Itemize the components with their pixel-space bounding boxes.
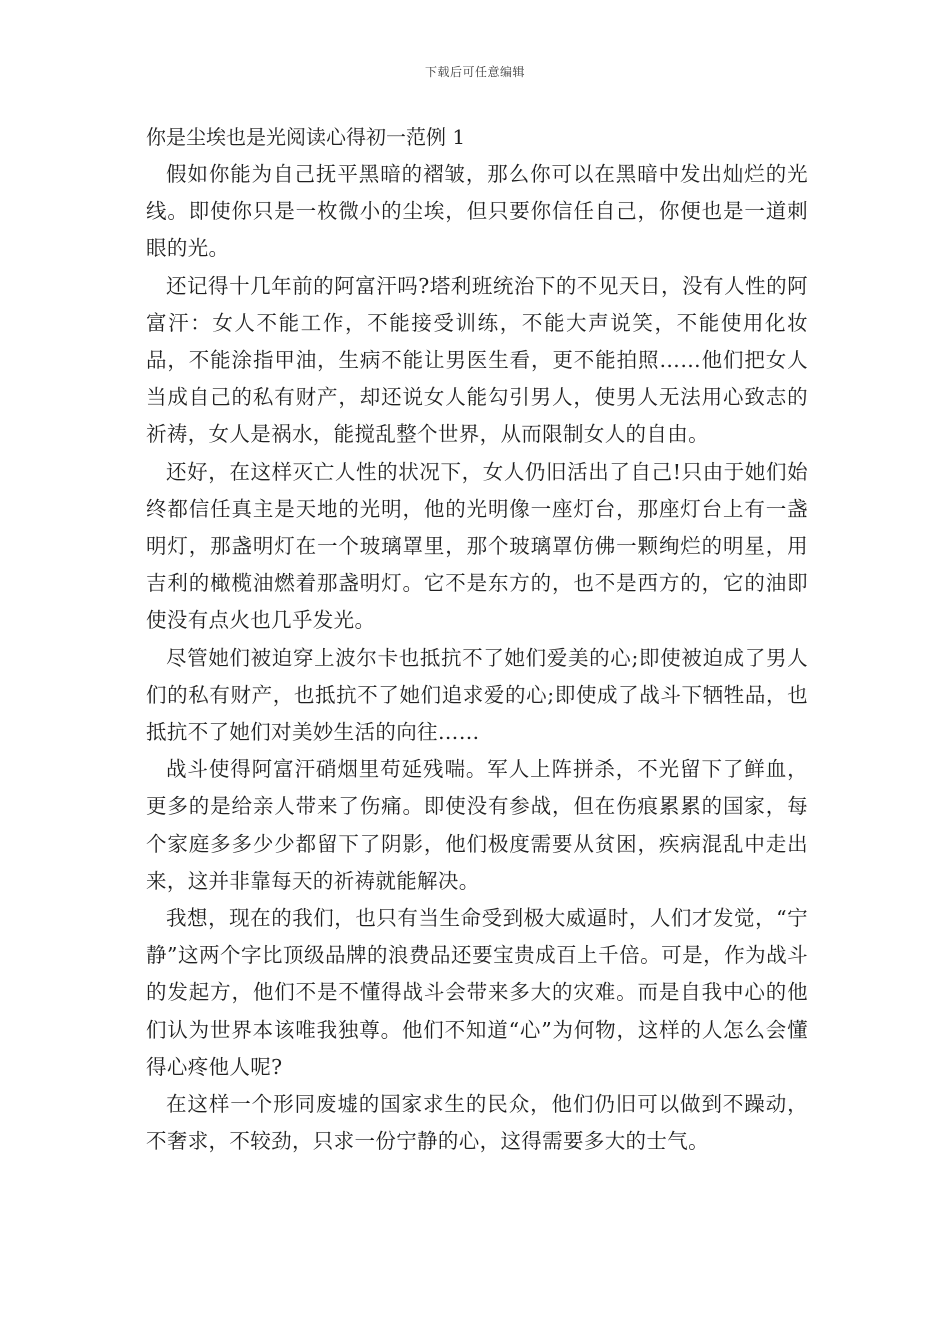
paragraph-3: 还好，在这样灭亡人性的状况下，女人仍旧活出了自己!只由于她们始终都信任真主是天地的光明，他的光明像一座灯台，那座灯台上有一盏明灯，那盏明灯在一个玻璃罩里，那个玻璃罩仿佛一颗绚烂的明星，用吉利的橄榄油燃着那盏明灯。它不是东方的，也不是西方的，它的油即使没有点火也几乎发光。 [146,459,808,633]
paragraph-5: 战斗使得阿富汗硝烟里苟延残喘。军人上阵拼杀，不光留下了鲜血，更多的是给亲人带来了伤痛。即使没有参战，但在伤痕累累的国家，每个家庭多多少少都留下了阴影，他们极度需要从贫困，疾病混乱中走出来，这并非靠每天的祈祷就能解决。 [146,757,808,893]
document-body [146,120,808,1160]
paragraph-4: 尽管她们被迫穿上波尔卡也抵抗不了她们爱美的心;即使被迫成了男人们的私有财产，也抵抗不了她们追求爱的心;即使成了战斗下牺牲品，也抵抗不了她们对美妙生活的向往…… [146,645,808,745]
paragraph-2: 还记得十几年前的阿富汗吗?塔利班统治下的不见天日，没有人性的阿富汗：女人不能工作，不能接受训练，不能大声说笑，不能使用化妆品，不能涂指甲油，生病不能让男医生看，更不能拍照……他们把女人当成自己的私有财产，却还说女人能勾引男人，使男人无法用心致志的祈祷，女人是祸水，能搅乱整个世界，从而限制女人的自由。 [146,273,808,447]
paragraph-7: 在这样一个形同废墟的国家求生的民众，他们仍旧可以做到不躁动，不奢求，不较劲，只求一份宁静的心，这得需要多大的士气。 [146,1092,808,1154]
document-title: 你是尘埃也是光阅读心得初一范例 1 [146,125,466,149]
paragraph-6: 我想，现在的我们，也只有当生命受到极大威逼时，人们才发觉，“宁静”这两个字比顶级品牌的浪费品还要宝贵成百上千倍。可是，作为战斗的发起方，他们不是不懂得战斗会带来多大的灾难。而是自我中心的他们认为世界本该唯我独尊。他们不知道“心”为何物，这样的人怎么会懂得心疼他人呢? [146,906,808,1079]
paragraph-1: 假如你能为自己抚平黑暗的褶皱，那么你可以在黑暗中发出灿烂的光线。即使你只是一枚微小的尘埃，但只要你信任自己，你便也是一道刺眼的光。 [146,162,808,261]
header-note: 下载后可任意编辑 [424,65,525,79]
